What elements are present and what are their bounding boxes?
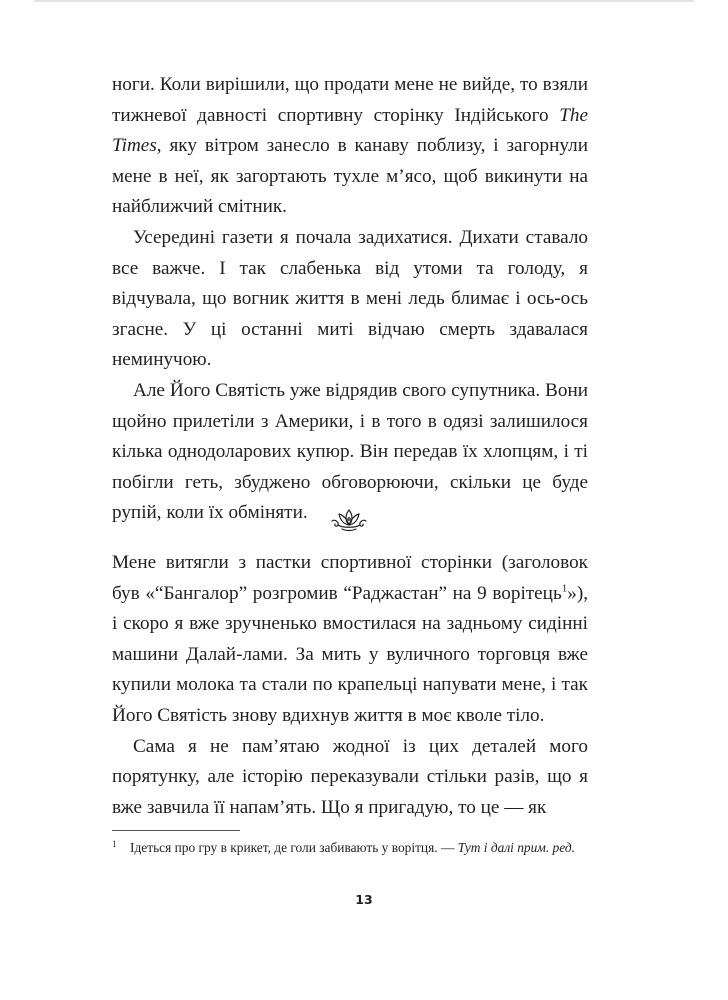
paragraph: Сама я не пам’ятаю жодної із цих деталей мого порятунку, але історію переказували стільки разів, що я вже завчила її напам’ять. Що я пригадую, то це — як xyxy=(112,735,588,818)
footnote-divider xyxy=(112,830,240,831)
footnote-number: 1 xyxy=(112,839,117,849)
paragraph-text: »), і скоро я вже зручненько вмостилася на задньому сидінні машини Далай-лами. За мить у вуличного торговця вже купили молока та стали по крапельці напувати мене, і так Його Святість знову вдихнув життя в моє кволе тіло. xyxy=(112,582,588,726)
page-top-edge xyxy=(34,0,694,2)
section-2-text xyxy=(112,548,588,823)
footnote-reference[interactable]: 1 xyxy=(561,582,568,595)
footnote-text xyxy=(130,838,588,857)
footnote-body: Ідеться про гру в крикет, де голи забивають у ворітця. — xyxy=(130,840,458,855)
paragraph-text: , яку вітром занесло в канаву поблизу, і загорнули мене в неї, як загортають тухле м’ясо, щоб викинути на найближчий смітник. xyxy=(112,135,588,218)
paragraph: Усередині газети я почала задихатися. Дихати ставало все важче. І так слабенька від утоми та голоду, я відчувала, що вогник життя в мені ледь блимає і ось-ось згасне. У ці останні миті відчаю смерть здавалася неминучою. xyxy=(112,226,588,371)
footnote-editor-note: Тут і далі прим. ред. xyxy=(457,840,575,855)
footnote xyxy=(112,838,588,857)
newspaper-title: The Times xyxy=(112,104,588,157)
paragraph: Але Його Святість уже відрядив свого супутника. Вони щойно прилетіли з Америки, і в того в одязі залишилося кілька однодоларових купюр. Він передав їх хлопцям, і ті побігли геть, збуджено обговорюючи, скільки це буде рупій, коли їх обміняти. xyxy=(112,379,588,524)
paragraph xyxy=(112,548,588,732)
paragraph-text: ноги. Коли вирішили, що продати мене не вийде, то взяли тижневої давності спортивну сторінку Індійського xyxy=(112,74,588,126)
lotus-ornament-icon xyxy=(326,506,372,534)
paragraph xyxy=(112,70,588,223)
paragraph-text: Мене витягли з пастки спортивної сторінки (заголовок був «“Бангалор” розгромив “Раджастан” на 9 ворітець xyxy=(112,552,588,604)
section-1-text xyxy=(112,70,588,529)
page-number: 13 xyxy=(355,892,373,907)
